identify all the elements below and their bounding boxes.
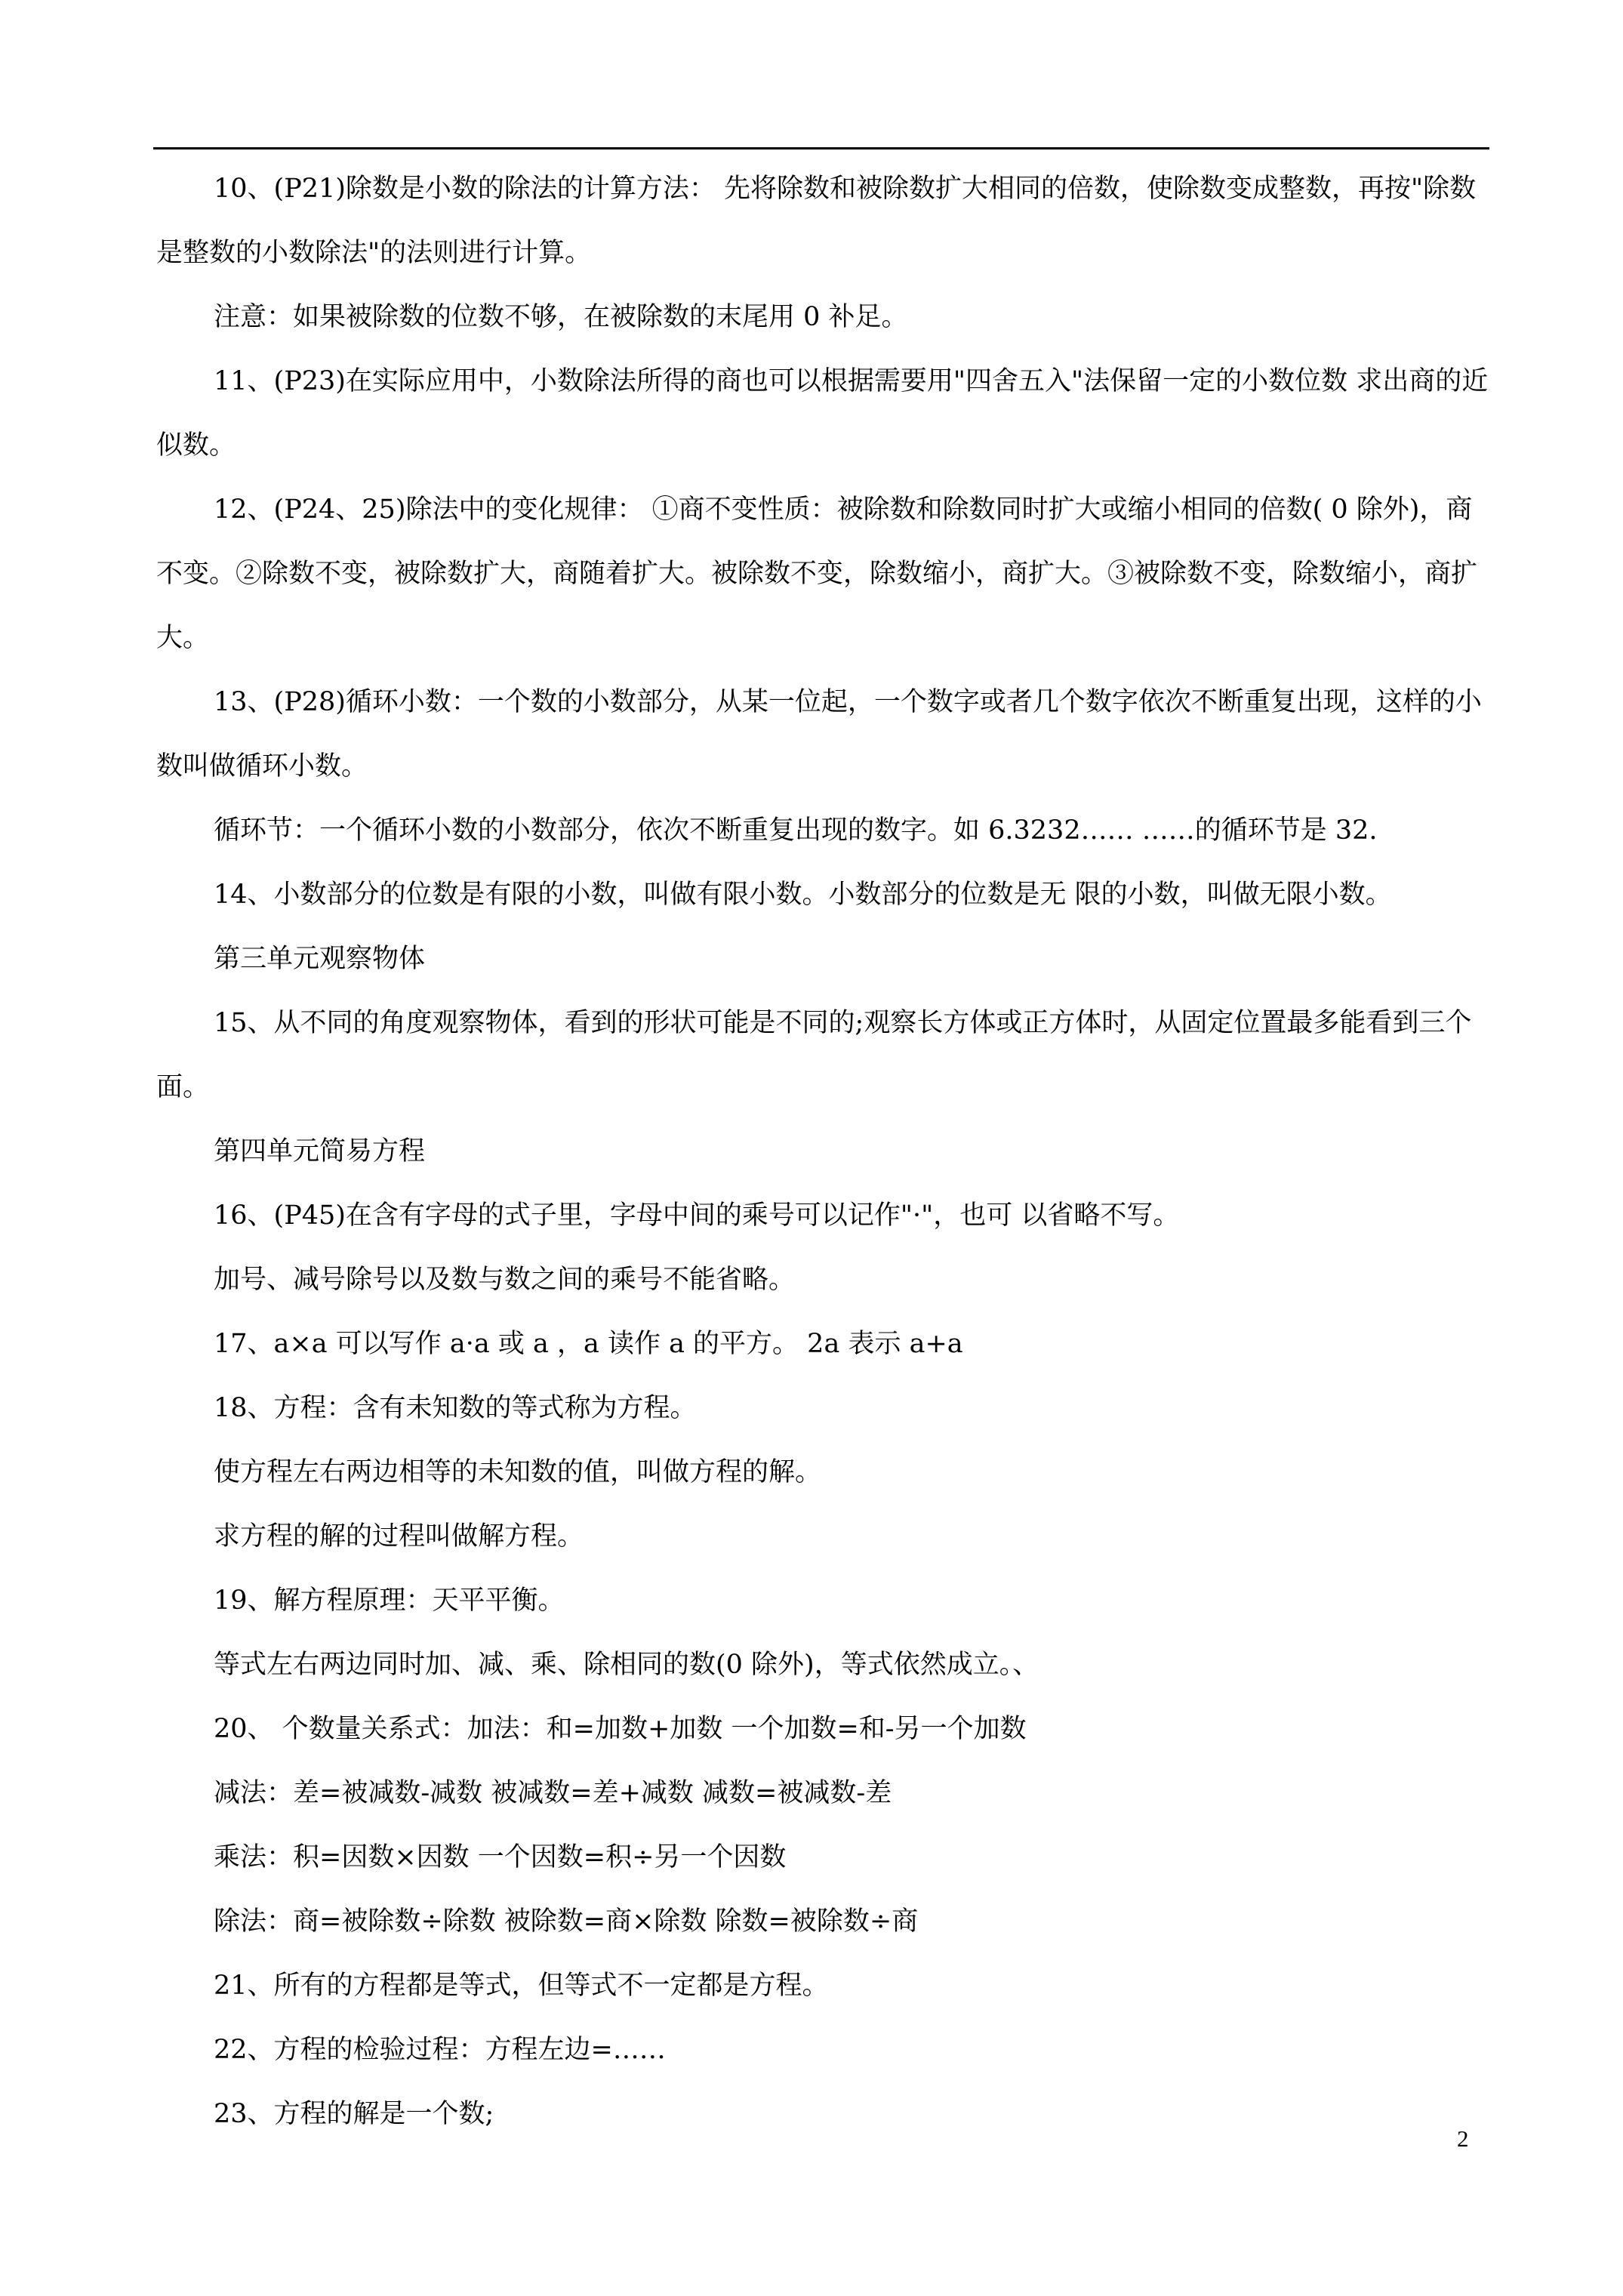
header-rule bbox=[153, 147, 1489, 149]
paragraph-11: 11、(P23)在实际应用中，小数除法所得的商也可以根据需要用"四舍五入"法保留一定的小数位数 求出商的近似数。 bbox=[156, 366, 1489, 461]
paragraph-21: 21、所有的方程都是等式，但等式不一定都是方程。 bbox=[214, 1971, 829, 2001]
paragraph-20-division: 除法：商=被除数÷除数 被除数=商×除数 除数=被除数÷商 bbox=[214, 1906, 919, 1937]
paragraph-note: 注意：如果被除数的位数不够，在被除数的末尾用 0 补足。 bbox=[214, 302, 908, 332]
section-heading-unit-4: 第四单元简易方程 bbox=[214, 1136, 426, 1166]
page-number: 2 bbox=[1457, 2125, 1469, 2152]
paragraph-10: 10、(P21)除数是小数的除法的计算方法： 先将除数和被除数扩大相同的倍数，使除数变成整数，再按"除数是整数的小数除法"的法则进行计算。 bbox=[156, 174, 1477, 268]
section-heading-unit-3: 第三单元观察物体 bbox=[214, 944, 426, 974]
paragraph-18-solution: 使方程左右两边相等的未知数的值，叫做方程的解。 bbox=[214, 1457, 822, 1487]
paragraph-20-addition: 20、 个数量关系式：加法：和=加数+加数 一个加数=和-另一个加数 bbox=[214, 1714, 1027, 1744]
paragraph-18: 18、方程：含有未知数的等式称为方程。 bbox=[214, 1393, 697, 1423]
paragraph-20-multiplication: 乘法：积=因数×因数 一个因数=积÷另一个因数 bbox=[214, 1842, 787, 1872]
paragraph-19-rule: 等式左右两边同时加、减、乘、除相同的数(0 除外)，等式依然成立。、 bbox=[214, 1650, 1039, 1680]
paragraph-20-subtraction: 减法：差=被减数-减数 被减数=差+减数 减数=被减数-差 bbox=[214, 1778, 892, 1808]
paragraph-16-note: 加号、减号除号以及数与数之间的乘号不能省略。 bbox=[214, 1265, 796, 1295]
paragraph-repetend: 循环节：一个循环小数的小数部分，依次不断重复出现的数字。如 6.3232…… ……的循环节是 32. bbox=[214, 815, 1378, 846]
paragraph-17: 17、a×a 可以写作 a·a 或 a ，a 读作 a 的平方。 2a 表示 a+a bbox=[214, 1329, 963, 1359]
paragraph-14: 14、小数部分的位数是有限的小数，叫做有限小数。小数部分的位数是无 限的小数，叫做无限小数。 bbox=[214, 880, 1392, 910]
paragraph-15: 15、从不同的角度观察物体，看到的形状可能是不同的;观察长方体或正方体时，从固定位置最多能看到三个面。 bbox=[156, 1008, 1472, 1102]
document-body bbox=[156, 157, 1489, 2147]
paragraph-19: 19、解方程原理：天平平衡。 bbox=[214, 1586, 565, 1616]
paragraph-12: 12、(P24、25)除法中的变化规律： ①商不变性质：被除数和除数同时扩大或缩小相同的倍数( 0 除外)，商不变。②除数不变，被除数扩大，商随着扩大。被除数不变，除数缩小，商扩大。③被除数不变，除数缩小，商扩大。 bbox=[156, 495, 1478, 653]
paragraph-22: 22、方程的检验过程：方程左边=…… bbox=[214, 2035, 666, 2065]
paragraph-18-solving: 求方程的解的过程叫做解方程。 bbox=[214, 1521, 584, 1552]
paragraph-16: 16、(P45)在含有字母的式子里，字母中间的乘号可以记作"·"，也可 以省略不写。 bbox=[214, 1200, 1180, 1231]
paragraph-13: 13、(P28)循环小数：一个数的小数部分，从某一位起，一个数字或者几个数字依次不断重复出现，这样的小数叫做循环小数。 bbox=[156, 687, 1482, 781]
paragraph-23: 23、方程的解是一个数; bbox=[214, 2099, 494, 2129]
